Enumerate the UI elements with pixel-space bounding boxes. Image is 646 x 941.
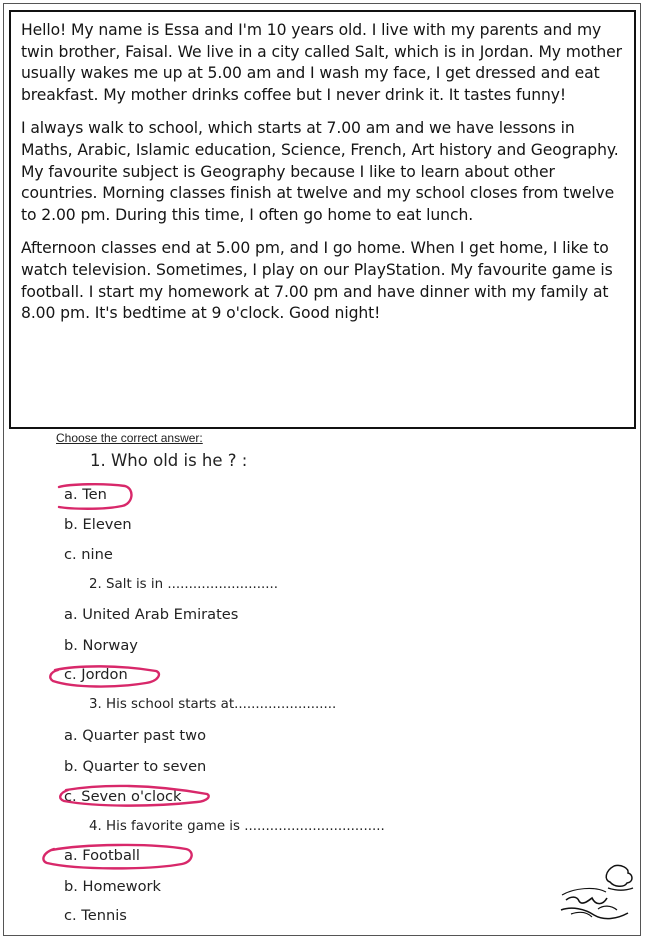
passage-paragraph-2: I always walk to school, which starts at 7.00 am and we have lessons in Maths, Arabic, Islamic education, Science, French, Art history and Geography. My favourite subject is Geography because I like to learn about other countries. Morning classes finish at twelve and my school closes from twelve to 2.00 pm. During this time, I often go home to eat lunch. <box>21 119 619 224</box>
question-2-option-a[interactable]: a. United Arab Emirates <box>64 606 239 623</box>
signature-logo <box>549 862 637 925</box>
question-3-option-b[interactable]: b. Quarter to seven <box>64 758 207 775</box>
question-2: 2. Salt is in .......................... <box>89 577 279 592</box>
question-4-option-b[interactable]: b. Homework <box>64 878 161 895</box>
passage-paragraph-3: Afternoon classes end at 5.00 pm, and I go home. When I get home, I like to watch television. Sometimes, I play on our PlayStation. My favourite game is football. I start my homework at 7.00 pm and have dinner with my family at 8.00 pm. It's bedtime at 9 o'clock. Good night! <box>21 239 613 323</box>
question-4-option-c[interactable]: c. Tennis <box>64 907 127 924</box>
question-2-option-b[interactable]: b. Norway <box>64 637 138 654</box>
question-1-option-a[interactable]: a. Ten <box>64 486 107 503</box>
question-3: 3. His school starts at........................ <box>89 697 337 712</box>
question-1-option-b[interactable]: b. Eleven <box>64 516 132 533</box>
question-3-option-c[interactable]: c. Seven o'clock <box>64 788 182 805</box>
question-1: 1. Who old is he ? : <box>90 451 248 470</box>
question-4-option-a[interactable]: a. Football <box>64 847 140 864</box>
passage-paragraph-1: Hello! My name is Essa and I'm 10 years old. I live with my parents and my twin brother, Faisal. We live in a city called Salt, which is in Jordan. My mother usually wakes me up at 5.00 am and I wash my face, I get dressed and eat breakfast. My mother drinks coffee but I never drink it. It tastes funny! <box>21 21 622 104</box>
reading-passage-box <box>9 10 636 429</box>
question-4: 4. His favorite game is ................................. <box>89 819 385 834</box>
question-3-option-a[interactable]: a. Quarter past two <box>64 727 206 744</box>
question-1-option-c[interactable]: c. nine <box>64 546 113 563</box>
question-2-option-c[interactable]: c. Jordon <box>64 666 128 683</box>
worksheet-instruction: Choose the correct answer: <box>56 431 203 445</box>
